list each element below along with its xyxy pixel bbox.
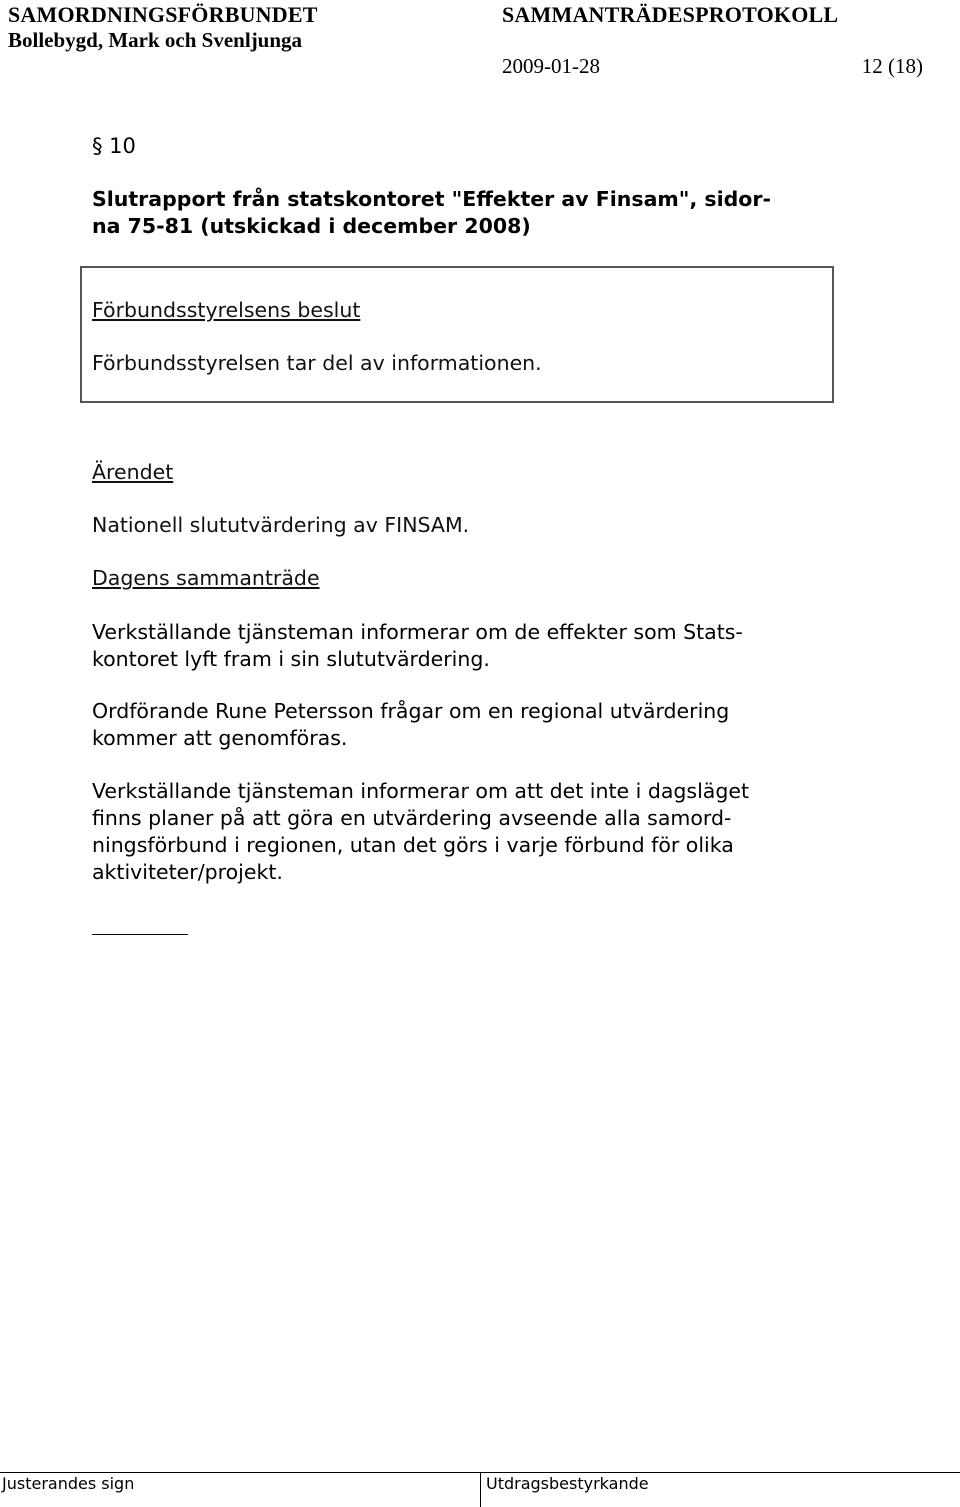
meeting-paragraph-3-line-4: aktiviteter/projekt. [92,860,283,884]
decision-box [80,266,834,403]
section-title-line-2: na 75-81 (utskickad i december 2008) [92,214,531,238]
section-title-line-1: Slutrapport från statskontoret "Effekter av Finsam", sidor- [92,187,771,211]
organization-municipalities: Bollebygd, Mark och Svenljunga [8,28,303,52]
page-number: 12 (18) [861,54,923,78]
meeting-paragraph-2-line-1: Ordförande Rune Petersson frågar om en regional utvärdering [92,699,730,723]
meeting-paragraph-3-line-2: finns planer på att göra en utvärdering avseende alla samord- [92,806,732,830]
footer-justerandes-sign: Justerandes sign [2,1474,135,1493]
meeting-paragraph-1-line-2: kontoret lyft fram i sin slututvärdering. [92,647,490,671]
footer-divider [480,1473,481,1507]
meeting-paragraph-2 [92,698,852,752]
meeting-paragraph-3-line-3: ningsförbund i regionen, utan det görs i varje förbund för olika [92,833,734,857]
document-date: 2009-01-28 [502,54,600,78]
matter-text: Nationell slututvärdering av FINSAM. [92,513,470,537]
document-type: SAMMANTRÄDESPROTOKOLL [502,2,839,27]
meeting-paragraph-2-line-2: kommer att genomföras. [92,726,348,750]
organization-name: SAMORDNINGSFÖRBUNDET [8,2,318,27]
meeting-heading: Dagens sammanträde [92,566,320,590]
section-number: § 10 [92,134,136,158]
decision-text: Förbundsstyrelsen tar del av informationen. [92,351,542,375]
matter-heading: Ärendet [92,460,174,484]
section-title [92,186,832,240]
footer-utdragsbestyrkande: Utdragsbestyrkande [486,1474,649,1493]
meeting-paragraph-3 [92,778,852,886]
section-end-rule [92,934,188,935]
meeting-paragraph-1-line-1: Verkställande tjänsteman informerar om de effekter som Stats- [92,620,743,644]
decision-heading: Förbundsstyrelsens beslut [92,298,361,322]
meeting-paragraph-3-line-1: Verkställande tjänsteman informerar om att det inte i dagsläget [92,779,750,803]
meeting-paragraph-1 [92,619,852,673]
